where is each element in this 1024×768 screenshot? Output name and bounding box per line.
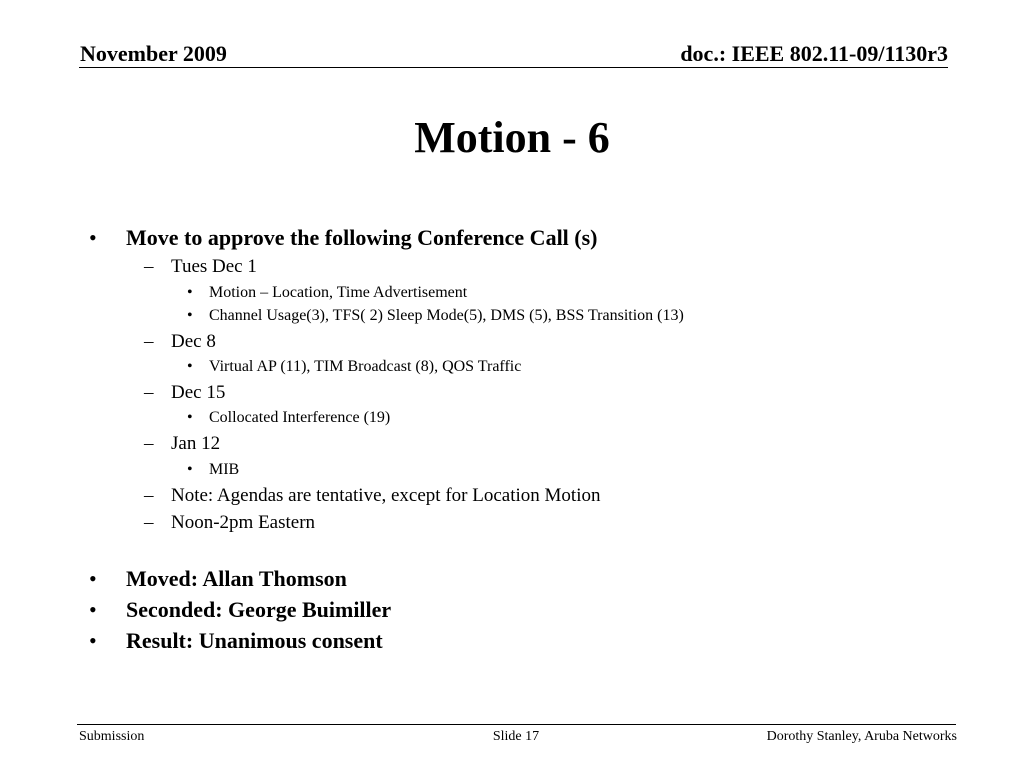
note-item (144, 485, 601, 507)
bullet-icon: • (187, 284, 193, 301)
header-doc-id: doc.: IEEE 802.11-09/1130r3 (680, 41, 948, 66)
header-divider (79, 67, 948, 68)
call-date: Dec 8 (171, 331, 216, 352)
call-date: Jan 12 (171, 433, 221, 454)
note-item (144, 512, 316, 534)
header-date: November 2009 (80, 41, 227, 66)
bullet-icon: • (89, 225, 97, 250)
topic-item (187, 460, 240, 479)
bullet-icon: • (187, 461, 193, 478)
topic-text: MIB (209, 461, 240, 478)
dash-icon: – (144, 485, 154, 506)
bullet-icon: • (89, 566, 97, 591)
topic-item (187, 306, 684, 325)
topic-text: Motion – Location, Time Advertisement (209, 284, 468, 301)
bullet-icon: • (187, 307, 193, 324)
slide-title: Motion - 6 (414, 113, 610, 162)
call-date: Tues Dec 1 (171, 256, 257, 277)
motion-text: Move to approve the following Conference Call (s) (126, 225, 598, 250)
seconded-text: Seconded: George Buimiller (126, 597, 392, 622)
bullet-motion (89, 225, 598, 251)
topic-text: Channel Usage(3), TFS( 2) Sleep Mode(5), DMS (5), BSS Transition (13) (209, 307, 684, 324)
footer-slide-number: Slide 17 (492, 729, 540, 744)
note-text: Noon-2pm Eastern (171, 512, 316, 533)
bullet-icon: • (187, 409, 193, 426)
call-date: Dec 15 (171, 382, 226, 403)
topic-item (187, 283, 468, 302)
dash-icon: – (144, 382, 154, 403)
bullet-moved (89, 566, 347, 592)
dash-icon: – (144, 512, 154, 533)
call-date-item (144, 382, 226, 404)
bullet-icon: • (187, 358, 193, 375)
result-text: Result: Unanimous consent (126, 628, 383, 653)
bullet-result (89, 628, 383, 654)
bullet-seconded (89, 597, 392, 623)
call-date-item (144, 433, 221, 455)
bullet-icon: • (89, 628, 97, 653)
bullet-icon: • (89, 597, 97, 622)
dash-icon: – (144, 433, 154, 454)
topic-text: Collocated Interference (19) (209, 409, 391, 426)
note-text: Note: Agendas are tentative, except for Location Motion (171, 485, 601, 506)
topic-item (187, 408, 391, 427)
dash-icon: – (144, 256, 154, 277)
moved-text: Moved: Allan Thomson (126, 566, 347, 591)
topic-text: Virtual AP (11), TIM Broadcast (8), QOS Traffic (209, 358, 522, 375)
dash-icon: – (144, 331, 154, 352)
call-date-item (144, 331, 216, 353)
call-date-item (144, 256, 257, 278)
topic-item (187, 357, 522, 376)
footer-author: Dorothy Stanley, Aruba Networks (766, 729, 957, 744)
footer-submission: Submission (79, 729, 145, 744)
footer-divider (77, 724, 956, 725)
